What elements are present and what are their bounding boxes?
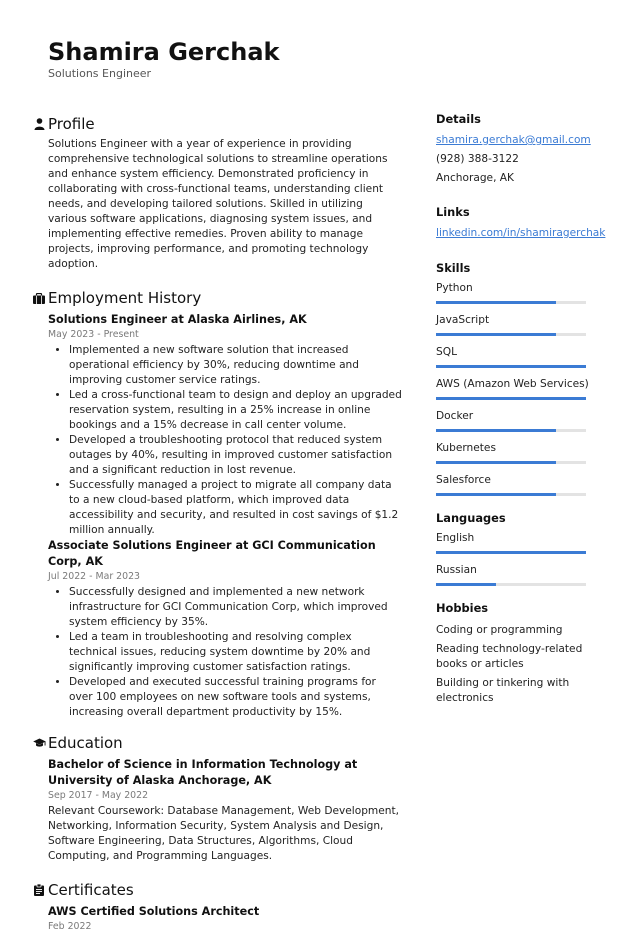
employment-heading: Employment History (48, 289, 202, 307)
skill-level-bar (436, 333, 586, 336)
education-degree: Bachelor of Science in Information Technology at University of Alaska Anchorage, AK (48, 758, 358, 787)
job-bullet: • Led a team in troubleshooting and resolving complex technical issues, reducing system downtime by 20% and significantly improving customer satisfaction ratings. (69, 630, 402, 675)
job-title-entry: Solutions Engineer at Alaska Airlines, AK (48, 313, 307, 326)
skill-name: Docker (436, 410, 474, 422)
level-fill (436, 397, 586, 400)
hobby-item: Coding or programming (436, 624, 563, 636)
briefcase-icon (30, 289, 48, 307)
skill-name: JavaScript (436, 314, 490, 326)
skill-name: Salesforce (436, 474, 491, 486)
links-section (436, 205, 606, 243)
level-fill (436, 429, 556, 432)
profile-section (30, 113, 402, 272)
skill-level-bar (436, 301, 586, 304)
level-fill (436, 365, 586, 368)
skill-level-bar (436, 397, 586, 400)
skills-list (436, 282, 606, 496)
hobbies-section (436, 601, 606, 706)
hobby-item: Building or tinkering with electronics (436, 677, 570, 704)
employment-section (30, 287, 402, 720)
hobbies-heading: Hobbies (436, 601, 489, 615)
job-bullet: • Successfully managed a project to migrate all company data to a new cloud-based platform, which improved data accessibility and security, and resulted in cost savings of $1.2 million annually. (69, 478, 402, 538)
email-link[interactable]: shamira.gerchak@gmail.com (436, 134, 591, 146)
level-fill (436, 551, 586, 554)
skill-level-bar (436, 365, 586, 368)
skill-level-bar (436, 461, 586, 464)
level-fill (436, 583, 496, 586)
job-bullets (48, 343, 402, 538)
skill-level-bar (436, 493, 586, 496)
level-fill (436, 493, 556, 496)
details-section (436, 112, 606, 188)
skill-name: Python (436, 282, 473, 294)
job-bullet: • Led a cross-functional team to design and deploy an upgraded reservation system, resulting in a 25% increase in online bookings and a 15% decrease in call center volume. (69, 388, 402, 433)
language-name: English (436, 532, 475, 544)
skills-heading: Skills (436, 261, 471, 275)
skill-name: Kubernetes (436, 442, 496, 454)
language-level-bar (436, 551, 586, 554)
job-dates: May 2023 - Present (48, 329, 139, 340)
clipboard-icon (30, 881, 48, 899)
graduation-cap-icon (30, 734, 48, 752)
profile-heading: Profile (48, 115, 95, 133)
skills-section (436, 261, 606, 496)
hobby-item: Reading technology-related books or articles (436, 643, 583, 670)
skill-level-bar (436, 429, 586, 432)
certificate-date: Feb 2022 (48, 921, 92, 932)
certificates-section (30, 879, 402, 933)
location: Anchorage, AK (436, 172, 514, 184)
certificate-title: AWS Certified Solutions Architect (48, 905, 260, 918)
sidebar (436, 112, 606, 710)
job-title-entry: Associate Solutions Engineer at GCI Communication Corp, AK (48, 539, 376, 568)
links-heading: Links (436, 205, 470, 219)
level-fill (436, 461, 556, 464)
languages-list (436, 532, 606, 586)
certificates-heading: Certificates (48, 881, 134, 899)
profile-text: Solutions Engineer with a year of experience in providing comprehensive technological solutions to streamline operations and enhance system efficiency. Demonstrated proficiency in collaborating with cross-functional teams, understanding client needs, and developing tailored solutions. Skilled in utilizing various software applications, diagnosing system issues, and implementing effective remedies. Proven ability to manage projects, improving performance, and promoting technology adoption. (48, 138, 388, 270)
education-dates: Sep 2017 - May 2022 (48, 790, 149, 801)
job-bullet: • Successfully designed and implemented a new network infrastructure for GCI Communication Corp, which improved system efficiency by 35%. (69, 585, 402, 630)
languages-section (436, 511, 606, 586)
skill-name: AWS (Amazon Web Services) (436, 378, 589, 390)
candidate-name: Shamira Gerchak (48, 38, 280, 66)
job-dates: Jul 2022 - Mar 2023 (48, 571, 141, 582)
education-heading: Education (48, 734, 123, 752)
job-bullet: • Developed a troubleshooting protocol that reduced system outages by 40%, resulting in improved customer satisfaction and a significant reduction in lost revenue. (69, 433, 402, 478)
skill-name: SQL (436, 346, 457, 358)
job-bullets (48, 585, 402, 720)
main-column (30, 113, 402, 933)
job-title: Solutions Engineer (48, 67, 152, 80)
linkedin-link[interactable]: linkedin.com/in/shamiragerchak (436, 227, 606, 239)
language-name: Russian (436, 564, 477, 576)
job-bullet: • Developed and executed successful training programs for over 100 employees on new software tools and systems, increasing overall department productivity by 15%. (69, 675, 402, 720)
details-heading: Details (436, 112, 481, 126)
languages-heading: Languages (436, 511, 506, 525)
level-fill (436, 301, 556, 304)
phone-number: (928) 388-3122 (436, 153, 519, 165)
job-list (30, 312, 402, 720)
hobbies-list (436, 623, 606, 706)
person-icon (30, 115, 48, 133)
language-level-bar (436, 583, 586, 586)
education-coursework: Relevant Coursework: Database Management, Web Development, Networking, Information Security, System Analysis and Design, Software Engineering, Data Structures, Algorithms, Cloud Computing, and Programming Languages. (48, 805, 400, 862)
level-fill (436, 333, 556, 336)
job-bullet: • Implemented a new software solution that increased operational efficiency by 30%, reducing downtime and improving customer service ratings. (69, 343, 402, 388)
education-section (30, 732, 402, 864)
